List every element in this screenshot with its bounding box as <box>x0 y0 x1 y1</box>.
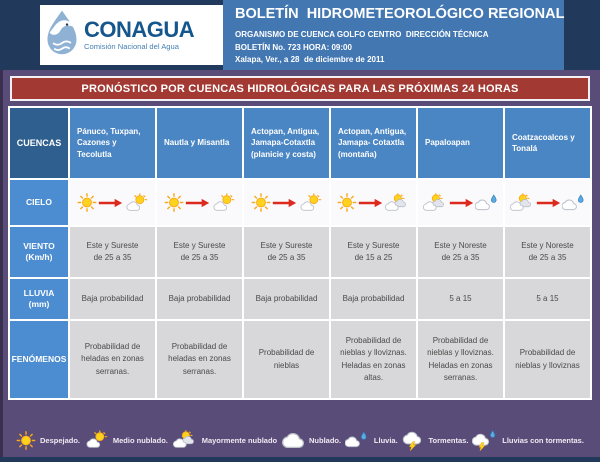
wind-direction: Este y Sureste <box>347 241 400 250</box>
cielo-cell <box>331 180 416 225</box>
legend-label: Despejado. <box>40 435 81 445</box>
lluvia-cell: Baja probabilidad <box>70 279 155 319</box>
partly-cloudy-icon <box>298 193 323 213</box>
legend-label: Mayormente nublado <box>201 435 278 445</box>
trend-arrow-icon <box>358 198 383 208</box>
legend-item-despejado <box>16 431 80 450</box>
wind-speed-range: de 25 a 35 <box>441 253 480 262</box>
partly-cloudy-icon <box>84 430 109 450</box>
viento-cell <box>70 227 155 277</box>
organization-line: ORGANISMO DE CUENCA GOLFO CENTRO DIRECCIÓN TÉCNICA <box>235 30 489 39</box>
fenomenos-cell: Probabilidad de nieblas y lloviznas <box>505 321 590 398</box>
trend-arrow-icon <box>272 198 297 208</box>
lluvia-cell: Baja probabilidad <box>331 279 416 319</box>
bottom-strip <box>0 457 600 462</box>
cielo-cell <box>418 180 503 225</box>
logo-name: CONAGUA <box>84 17 195 43</box>
cielo-cell <box>505 180 590 225</box>
sun-icon <box>77 193 97 212</box>
mostly-cloudy-icon <box>172 430 198 450</box>
cielo-cell <box>244 180 329 225</box>
viento-cell <box>505 227 590 277</box>
forecast-banner: PRONÓSTICO POR CUENCAS HIDROLÓGICAS PARA LAS PRÓXIMAS 24 HORAS <box>10 76 590 101</box>
wind-direction: Este y Noreste <box>434 241 487 250</box>
bulletin-number-line: BOLETÍN No. 723 HORA: 09:00 <box>235 43 352 52</box>
fenomenos-cell: Probabilidad de nieblas y lloviznas. Heladas en zonas altas. <box>331 321 416 398</box>
legend-label: Medio nublado. <box>112 435 168 445</box>
basin-header-coatzacoalcos: Coatzacoalcos y Tonalá <box>505 108 590 178</box>
mostly-cloudy-icon <box>509 193 535 213</box>
wind-speed-range: de 25 a 35 <box>267 253 306 262</box>
logo-subtitle: Comisión Nacional del Agua <box>84 42 179 52</box>
title-panel <box>223 0 564 70</box>
wind-speed-range: de 25 a 35 <box>528 253 567 262</box>
basin-header-papaloapan: Papaloapan <box>418 108 503 178</box>
partly-cloudy-icon <box>124 193 149 213</box>
fenomenos-cell: Probabilidad de heladas en zonas serranas. <box>70 321 155 398</box>
sun-icon <box>251 193 271 212</box>
legend-item-medio-nublado <box>84 430 168 450</box>
forecast-table <box>8 106 592 400</box>
trend-arrow-icon <box>98 198 123 208</box>
wind-speed-range: de 15 a 25 <box>354 253 393 262</box>
cielo-cell <box>157 180 242 225</box>
wind-speed-range: de 25 a 35 <box>93 253 132 262</box>
fenomenos-cell: Probabilidad de heladas en zonas serranas. <box>157 321 242 398</box>
legend-item-nublado <box>281 431 341 450</box>
date-line: Xalapa, Ver., a 28 de diciembre de 2011 <box>235 55 385 64</box>
basin-header-panuco: Pánuco, Tuxpan, Cazones y Tecolutla <box>70 108 155 178</box>
rain-icon <box>562 193 587 213</box>
trend-arrow-icon <box>449 198 474 208</box>
sun-icon <box>164 193 184 212</box>
viento-cell <box>244 227 329 277</box>
cloudy-icon <box>281 431 305 450</box>
sun-icon <box>16 431 36 450</box>
viento-label-line1: VIENTO <box>23 240 55 251</box>
legend-item-tormentas <box>402 429 469 451</box>
trend-arrow-icon <box>536 198 561 208</box>
wind-direction: Este y Sureste <box>260 241 313 250</box>
storm-icon <box>402 429 425 451</box>
legend-label: Lluvia. <box>373 435 398 445</box>
basin-header-nautla: Nautla y Misantla <box>157 108 242 178</box>
lluvia-cell: 5 a 15 <box>505 279 590 319</box>
legend-item-lluvias-con-tormentas <box>472 429 584 451</box>
wind-direction: Este y Sureste <box>173 241 226 250</box>
sun-icon <box>337 193 357 212</box>
wind-speed-range: de 25 a 35 <box>180 253 219 262</box>
viento-cell <box>157 227 242 277</box>
legend-label: Tormentas. <box>428 435 469 445</box>
viento-label-line2: (Km/h) <box>25 252 53 262</box>
lluvia-cell: Baja probabilidad <box>157 279 242 319</box>
mostly-cloudy-icon <box>422 193 448 213</box>
mostly-cloudy-icon <box>384 193 410 213</box>
legend-label: Nublado. <box>308 435 342 445</box>
trend-arrow-icon <box>185 198 210 208</box>
bulletin-title: BOLETÍN HIDROMETEOROLÓGICO REGIONAL <box>235 6 565 22</box>
weather-legend <box>6 422 594 458</box>
rain-icon <box>345 430 370 450</box>
legend-item-lluvia <box>345 430 398 450</box>
legend-label: Lluvias con tormentas. <box>502 435 584 445</box>
fenomenos-cell: Probabilidad de nieblas y lloviznas. Heladas en zonas serranas. <box>418 321 503 398</box>
fenomenos-cell: Probabilidad de nieblas <box>244 321 329 398</box>
rain-icon <box>475 193 500 213</box>
viento-cell <box>331 227 416 277</box>
basin-header-actopan-planicie: Actopan, Antigua, Jamapa-Cotaxtla (planicie y costa) <box>244 108 329 178</box>
cuencas-row-label: CUENCAS <box>10 108 68 178</box>
viento-cell <box>418 227 503 277</box>
cielo-cell <box>70 180 155 225</box>
cielo-row-label: CIELO <box>10 180 68 225</box>
viento-row-label <box>10 227 68 277</box>
basin-header-actopan-montana: Actopan, Antigua, Jamapa- Cotaxtla (montaña) <box>331 108 416 178</box>
wind-direction: Este y Sureste <box>86 241 139 250</box>
partly-cloudy-icon <box>211 193 236 213</box>
lluvia-label-line1: LLUVIA <box>23 287 55 298</box>
lluvia-row-label <box>10 279 68 319</box>
conagua-logo <box>40 5 223 65</box>
page-left-edge <box>0 68 3 462</box>
lluvia-cell: 5 a 15 <box>418 279 503 319</box>
rain-storm-icon <box>472 429 498 451</box>
header-bar <box>0 0 600 70</box>
wind-direction: Este y Noreste <box>521 241 574 250</box>
legend-item-mayormente-nublado <box>172 430 277 450</box>
lluvia-cell: Baja probabilidad <box>244 279 329 319</box>
fenomenos-row-label: FENÓMENOS <box>10 321 68 398</box>
lluvia-label-line2: (mm) <box>28 299 50 309</box>
logo-text <box>84 19 194 51</box>
conagua-drop-icon <box>43 8 81 63</box>
